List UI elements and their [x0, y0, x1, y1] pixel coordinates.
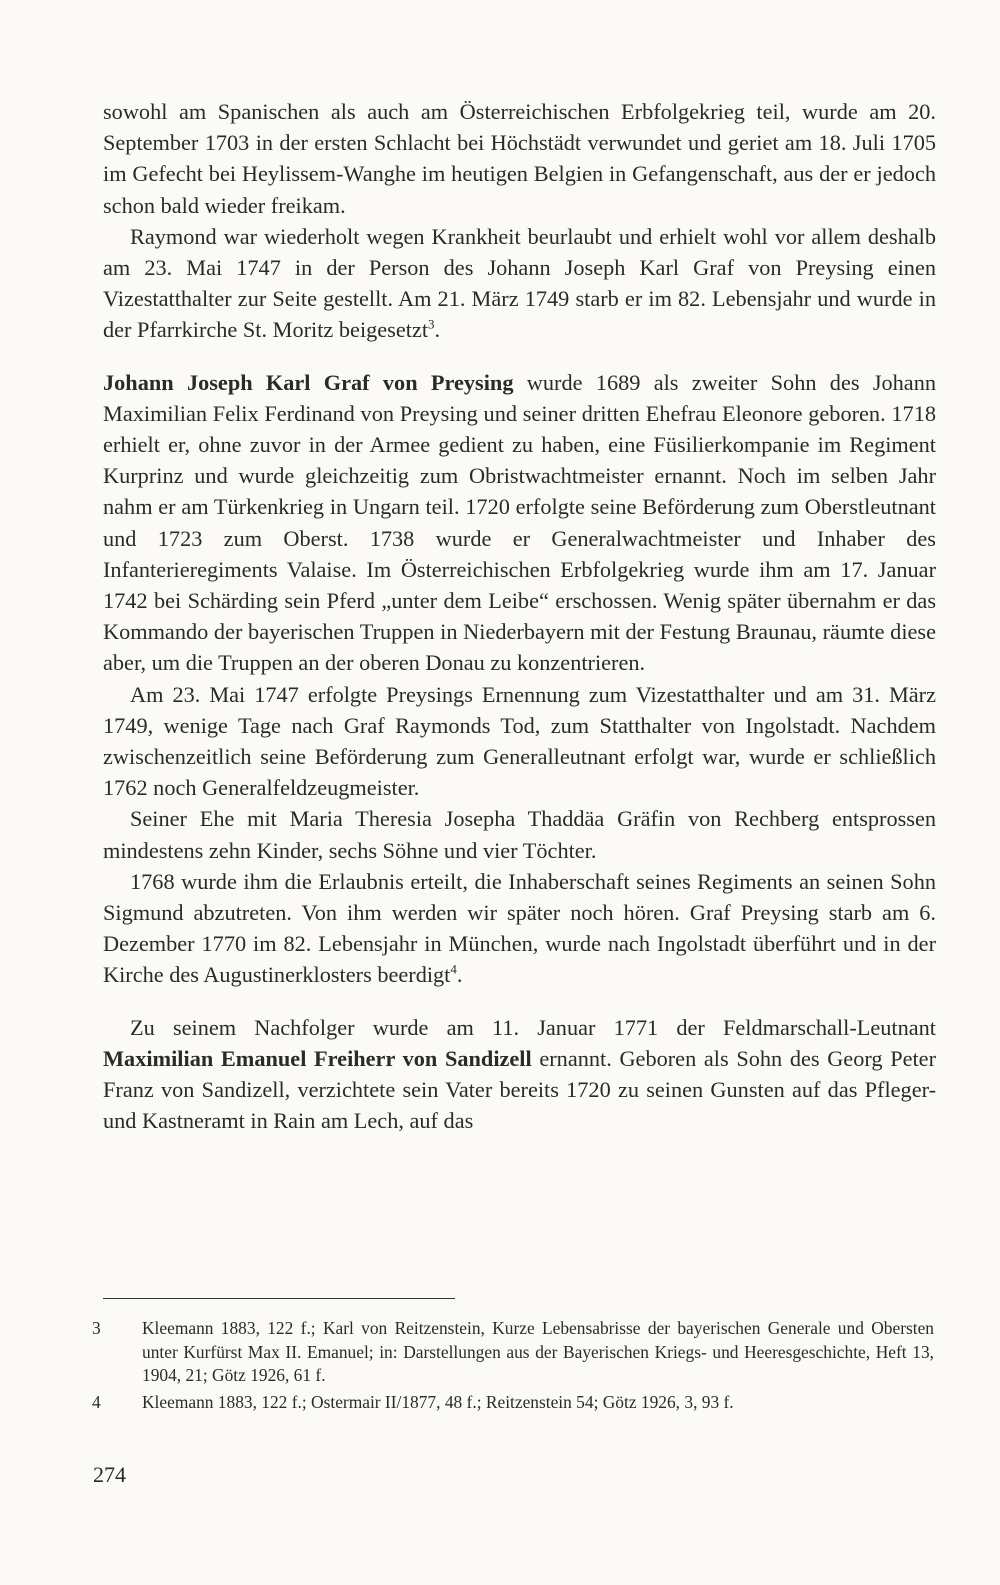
footnotes [92, 1317, 934, 1417]
footnote-text: Kleemann 1883, 122 f.; Karl von Reitzenstein, Kurze Lebensabrisse der bayerischen Generale und Obersten unter Kurfürst Max II. Emanuel; in: Darstellungen aus der Bayerischen Kriegs- und Heeresgeschichte, Heft 13, 1904, 21; Götz 1926, 61 f. [142, 1318, 934, 1385]
paragraph-6 [103, 866, 936, 991]
person-name-sandizell: Maximilian Emanuel Freiherr von Sandizell [103, 1045, 532, 1071]
paragraph-4-text: Am 23. Mai 1747 erfolgte Preysings Ernennung zum Vizestatthalter und am 31. März 1749, wenige Tage nach Graf Raymonds Tod, zum Statthalter von Ingolstadt. Nachdem zwischenzeitlich seine Beförderung zum Generalleutnant erfolgt war, wurde er schließlich 1762 noch Generalfeldzeugmeister. [103, 681, 936, 801]
footnote-divider [103, 1298, 455, 1299]
paragraph-1-text: sowohl am Spanischen als auch am Österreichischen Erbfolgekrieg teil, wurde am 20. September 1703 in der ersten Schlacht bei Höchstädt verwundet und geriet am 18. Juli 1705 im Gefecht bei Heylissem-Wanghe im heutigen Belgien in Gefangenschaft, aus der er jedoch schon bald wieder freikam. [103, 99, 936, 218]
paragraph-4 [103, 679, 936, 804]
paragraph-7-start: Zu seinem Nachfolger wurde am 11. Januar 1771 der Feldmarschall-Leutnant [130, 1014, 936, 1040]
page-number: 274 [93, 1462, 126, 1487]
footnote-4 [92, 1391, 934, 1415]
footnote-ref-3: 3 [428, 317, 435, 332]
footnote-number: 4 [92, 1391, 101, 1412]
paragraph-6-end: . [456, 962, 463, 988]
paragraph-5 [103, 803, 936, 865]
footnote-number: 3 [92, 1318, 101, 1338]
paragraph-7 [103, 1012, 936, 1137]
paragraph-2-end: . [434, 317, 441, 343]
paragraph-7-text: ernannt. Geboren als Sohn des Georg Peter Franz von Sandizell, verzichtete sein Vater bereits 1720 zu seinen Gunsten auf das Pfleger- und Kastneramt in Rain am Lech, auf das [103, 1045, 937, 1134]
paragraph-2-text: Raymond war wiederholt wegen Krankheit beurlaubt und erhielt wohl vor allem deshalb am 23. Mai 1747 in der Person des Johann Joseph Karl Graf von Preysing einen Vizestatthalter zur Seite gestellt. Am 21. März 1749 starb er im 82. Lebensjahr und wurde in der Pfarrkirche St. Moritz beigesetzt [103, 223, 936, 343]
paragraph-1 [103, 96, 936, 221]
paragraph-2 [103, 221, 936, 346]
paragraph-5-text: Seiner Ehe mit Maria Theresia Josepha Thaddäa Gräfin von Rechberg entsprossen mindestens zehn Kinder, sechs Söhne und vier Töchter. [103, 806, 936, 863]
paragraph-3-text: wurde 1689 als zweiter Sohn des Johann Maximilian Felix Ferdinand von Preysing und seiner dritten Ehefrau Eleonore geboren. 1718 erhielt er, ohne zuvor in der Armee gedient zu haben, eine Füsilierkompanie im Regiment Kurprinz und wurde gleichzeitig zum Obristwachtmeister ernannt. Noch im selben Jahr nahm er am Türkenkrieg in Ungarn teil. 1720 erfolgte seine Beförderung zum Oberstleutnant und 1723 zum Oberst. 1738 wurde er Generalwachtmeister und Inhaber des Infanterieregiments Valaise. Im Österreichischen Erbfolgekrieg wurde ihm am 17. Januar 1742 bei Schärding sein Pferd „unter dem Leibe“ erschossen. Wenig später übernahm er das Kommando der bayerischen Truppen in Niederbayern mit der Festung Braunau, räumte diese aber, um die Truppen an der oberen Donau zu konzentrieren. [103, 369, 936, 676]
main-text [103, 96, 936, 1137]
paragraph-6-text: 1768 wurde ihm die Erlaubnis erteilt, die Inhaberschaft seines Regiments an seinen Sohn Sigmund abzutreten. Von ihm werden wir später noch hören. Graf Preysing starb am 6. Dezember 1770 im 82. Lebensjahr in München, wurde nach Ingolstadt überführt und in der Kirche des Augustinerklosters beerdigt [103, 868, 936, 988]
footnote-ref-4: 4 [450, 962, 457, 978]
paragraph-3 [103, 367, 936, 679]
footnote-3 [92, 1317, 934, 1388]
person-name-preysing: Johann Joseph Karl Graf von Preysing [103, 369, 514, 395]
footnote-text: Kleemann 1883, 122 f.; Ostermair II/1877, 48 f.; Reitzenstein 54; Götz 1926, 3, 93 f. [142, 1391, 734, 1412]
